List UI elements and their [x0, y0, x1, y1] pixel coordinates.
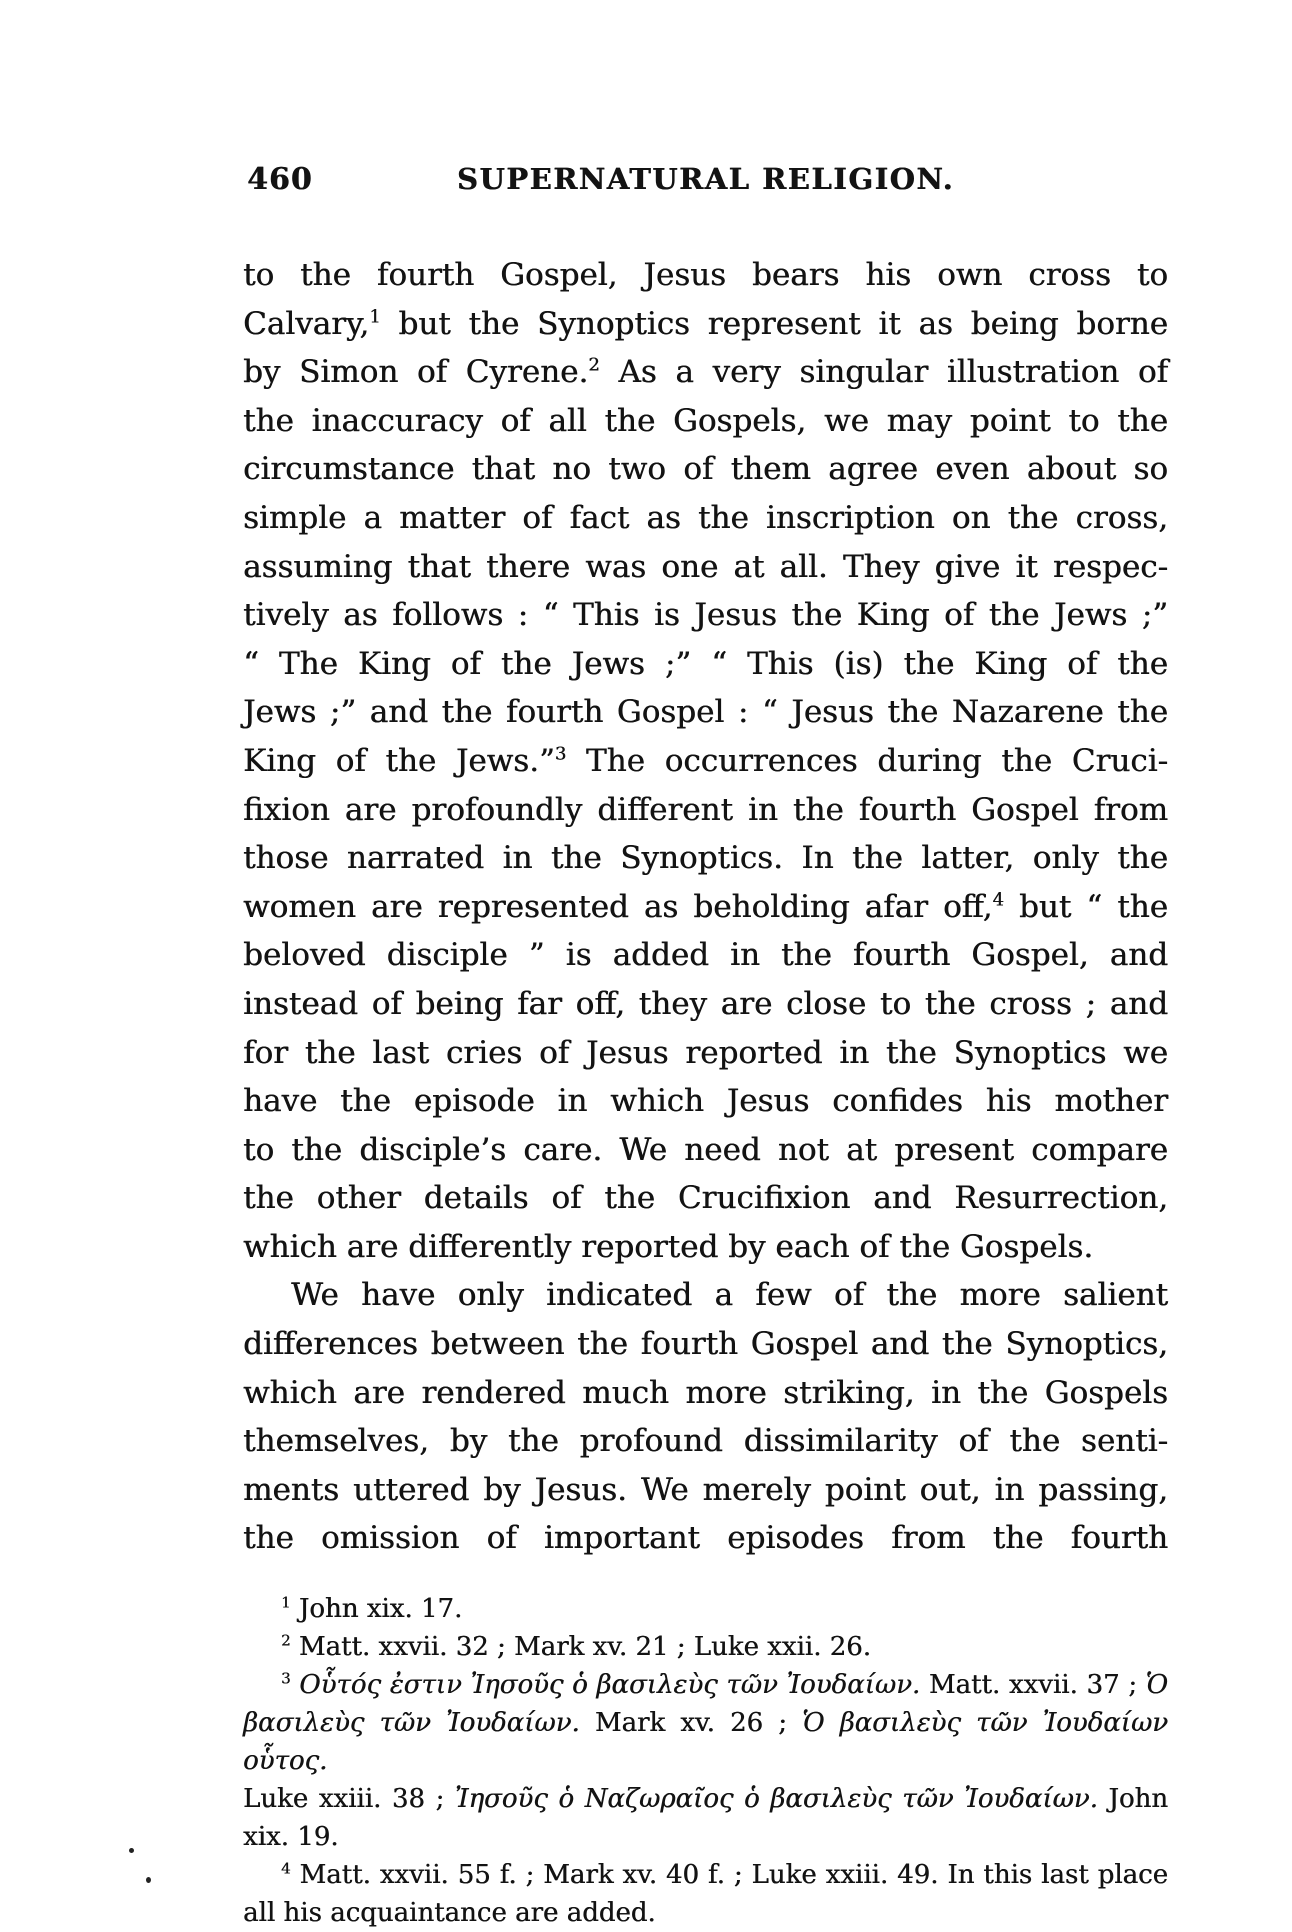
footnote [243, 1666, 1168, 1856]
footnote-line: $^1$ John xix. 17. [281, 1593, 463, 1624]
body-line: themselves, by the profound dissimilarity of the senti- [243, 1423, 1168, 1460]
footnote [243, 1590, 1168, 1628]
scan-speck [129, 1848, 134, 1853]
footnote-number: 4 [281, 1859, 291, 1878]
body-line: assuming that there was one at all. They give it respec- [243, 548, 1168, 585]
body-line: King of the Jews.”$^3$ The occurrences during the Cruci- [243, 742, 1168, 779]
body-line: have the episode in which Jesus confides his mother [243, 1083, 1168, 1120]
footnotes [243, 1590, 1168, 1932]
body-line: We have only indicated a few of the more salient [291, 1277, 1168, 1314]
footnote-ref: 4 [992, 889, 1004, 911]
footnote-ref: 2 [588, 354, 600, 376]
body-line: differences between the fourth Gospel and the Synoptics, [243, 1326, 1168, 1363]
body-line: circumstance that no two of them agree even about so [243, 451, 1168, 488]
body-line: fixion are profoundly different in the fourth Gospel from [243, 791, 1168, 828]
footnote-line: all his acquaintance are added. [243, 1898, 656, 1928]
body-line: which are rendered much more striking, in the Gospels [243, 1374, 1168, 1411]
scan-speck [146, 1877, 151, 1883]
body-line: to the disciple’s care. We need not at present compare [243, 1131, 1168, 1168]
footnote-line: βασιλεὺς τῶν Ἰουδαίων. Mark xv. 26 ; Ὁ βασιλεὺς τῶν Ἰουδαίων οὗτος. [243, 1708, 1168, 1776]
body-line: for the last cries of Jesus reported in the Synoptics we [243, 1034, 1168, 1071]
footnote-line: xix. 19. [243, 1822, 339, 1852]
body-line: tively as follows : “ This is Jesus the King of the Jews ;” [243, 597, 1168, 634]
footnote-ref: 1 [369, 306, 381, 328]
paragraph [243, 251, 1168, 1271]
footnote-line: Luke xxiii. 38 ; Ἰησοῦς ὁ Ναζωραῖος ὁ βασιλεὺς τῶν Ἰουδαίων. John [243, 1784, 1168, 1814]
body-line: women are represented as beholding afar off,$^4$ but “ the [243, 888, 1168, 925]
running-title: SUPERNATURAL RELIGION. [456, 162, 955, 196]
footnote [243, 1628, 1168, 1666]
page-number: 460 [247, 162, 313, 197]
greek-text: Ὁ βασιλεὺς τῶν Ἰουδαίων οὗτος. [243, 1708, 1168, 1776]
footnote-line: $^3$ Οὗτός ἐστιν Ἰησοῦς ὁ βασιλεὺς τῶν Ἰουδαίων. Matt. xxvii. 37 ; Ὁ [281, 1669, 1168, 1700]
greek-text: Ὁ [1145, 1670, 1168, 1700]
body-line: beloved disciple ” is added in the fourth Gospel, and [243, 937, 1168, 974]
body-line: which are differently reported by each of the Gospels. [243, 1228, 1094, 1265]
body-line: the omission of important episodes from the fourth [243, 1520, 1168, 1557]
body-line: Jews ;” and the fourth Gospel : “ Jesus the Nazarene the [243, 694, 1168, 731]
body-line: ments uttered by Jesus. We merely point out, in passing, [243, 1471, 1168, 1508]
body-line: simple a matter of fact as the inscription on the cross, [243, 499, 1168, 536]
footnote-line: $^4$ Matt. xxvii. 55 f. ; Mark xv. 40 f. ; Luke xxiii. 49. In this last place [281, 1859, 1168, 1890]
footnote [243, 1856, 1168, 1932]
footnote-number: 3 [281, 1669, 291, 1688]
greek-text: βασιλεὺς τῶν Ἰουδαίων. [243, 1708, 580, 1738]
paragraph [243, 1271, 1168, 1563]
body-line: the other details of the Crucifixion and Resurrection, [243, 1180, 1168, 1217]
body-line: instead of being far off, they are close to the cross ; and [243, 985, 1168, 1022]
body-line: Calvary,$^1$ but the Synoptics represent it as being borne [243, 305, 1168, 342]
greek-text: Ἰησοῦς ὁ Ναζωραῖος ὁ βασιλεὺς τῶν Ἰουδαίων. [454, 1784, 1098, 1814]
footnote-number: 1 [281, 1593, 291, 1612]
page-header [243, 160, 1168, 200]
footnote-line: $^2$ Matt. xxvii. 32 ; Mark xv. 21 ; Luke xxii. 26. [281, 1631, 871, 1662]
footnote-number: 2 [281, 1631, 291, 1650]
body-line: the inaccuracy of all the Gospels, we may point to the [243, 402, 1168, 439]
body-line: “ The King of the Jews ;” “ This (is) the King of the [243, 645, 1168, 682]
body-text [243, 251, 1168, 1563]
greek-text: Οὗτός ἐστιν Ἰησοῦς ὁ βασιλεὺς τῶν Ἰουδαίων. [290, 1670, 921, 1700]
body-line: by Simon of Cyrene.$^2$ As a very singular illustration of [243, 354, 1169, 391]
body-line: to the fourth Gospel, Jesus bears his own cross to [243, 257, 1168, 293]
footnote-ref: 3 [554, 743, 567, 765]
body-line: those narrated in the Synoptics. In the latter, only the [243, 840, 1168, 877]
